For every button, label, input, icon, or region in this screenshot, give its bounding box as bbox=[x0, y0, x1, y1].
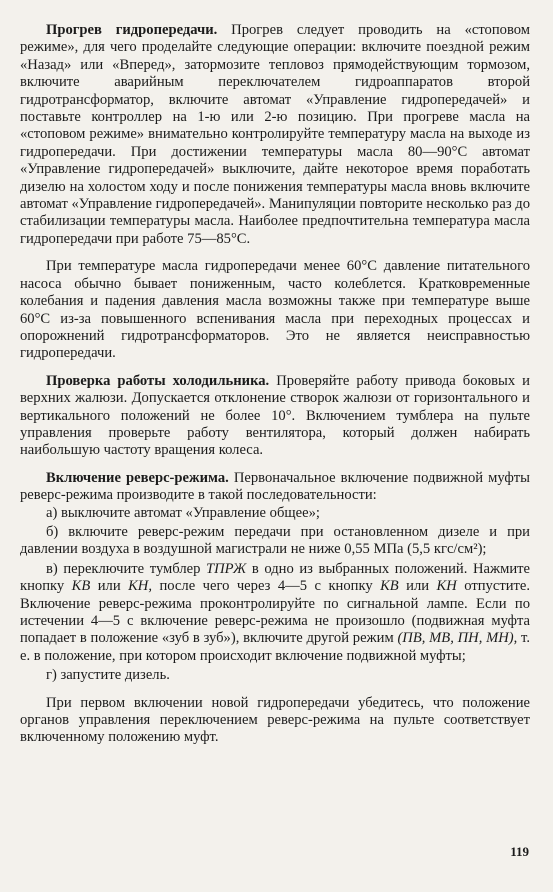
step-d: г) запустите дизель. bbox=[46, 667, 170, 684]
book-page bbox=[20, 22, 530, 747]
reverse-paragraph bbox=[20, 470, 530, 505]
reverse-text: Первоначальное включение подвижной муфты реверс-режима производите в такой последовательности: bbox=[20, 469, 530, 504]
step-c-text-7: , т. е. в положение, при котором происходит включение подвижной муфты; bbox=[20, 630, 530, 664]
kv-label-2: КВ bbox=[380, 578, 399, 595]
warmup-paragraph bbox=[20, 22, 530, 248]
step-c-text-3: или bbox=[90, 578, 129, 595]
step-b: б) включите реверс-режим передачи при остановленном дизеле и при давлении воздуха в воздушной магистрали не ниже 0,55 МПа (5,5 кгс/см²); bbox=[20, 523, 530, 558]
pressure-paragraph: При температуре масла гидропередачи менее 60°С давление питательного насоса обычно бывает пониженным, часто колеблется. Кратковременные колебания и падения давления масла возможны также при температуре выше 60°С из-за повышенного вспенивания масла при переходных процессах и опорожнений гидротрансформаторов. Это не является неисправностью гидропередачи. bbox=[20, 258, 530, 362]
final-paragraph: При первом включении новой гидропередачи убедитесь, что положение органов управления переключением реверс-режима на пульте соответствует включенному положению муфт. bbox=[20, 694, 530, 746]
modes-label: (ПВ, МВ, ПН, МН) bbox=[397, 630, 514, 647]
page-number: 119 bbox=[510, 844, 529, 859]
kv-label: КВ bbox=[71, 578, 91, 595]
step-c-text-1: в) переключите тумблер bbox=[46, 560, 207, 577]
step-c-text-5: или bbox=[398, 578, 437, 595]
tprzh-label: ТПРЖ bbox=[206, 560, 247, 577]
step-c-text-6: отпустите. Включение реверс-режима проконтролируйте по сигнальной лампе. Если по истечении 4—5 с включение реверс-режима не произошло (подвижная муфта попадает в положение «зуб в зуб»), включите другой режим bbox=[20, 578, 531, 647]
cooler-text: Проверяйте работу привода боковых и верхних жалюзи. Допускается отклонение створок жалюзи от горизонтального и вертикального положений не более 10°. Включением тумблера на пульте управления проверьте работу вентилятора, который должен набирать наибольшую частоту вращения колеса. bbox=[20, 372, 530, 459]
warmup-heading: Прогрев гидропередачи. bbox=[46, 22, 218, 38]
cooler-paragraph bbox=[20, 373, 530, 460]
step-c-text-2: в одно из выбранных положений. Нажмите кнопку bbox=[20, 560, 530, 595]
kn-label-2: КН bbox=[436, 578, 457, 595]
reverse-heading: Включение реверс-режима. bbox=[46, 469, 229, 486]
step-c bbox=[20, 561, 530, 665]
kn-label: КН, bbox=[128, 578, 152, 595]
warmup-text: Прогрев следует проводить на «стоповом режиме», для чего проделайте следующие операции: включите поездной режим «Назад» или «Вперед», затормозите тепловоз прямодействующим тормозом, включите аварийным переключателем гидроаппаратов второй гидротрансформатор, включите автомат «Управление гидропередачей» и поставьте контроллер на 1-ю или 2-ю позицию. При прогреве масла на «стоповом режиме» внимательно контролируйте температуру масла на выходе из гидропередачи. При достижении температуры масла 80—90°С автомат «Управление гидропередачей» выключите, дайте некоторое время поработать дизелю на холостом ходу и после понижения температуры масла вновь включите автомат «Управление гидропередачей». Манипуляции повторите несколько раз до стабилизации температуры масла. Наиболее предпочтительна температура масла гидропередачи при работе 75—85°С. bbox=[20, 22, 531, 247]
step-c-text-4: после чего через 4—5 с кнопку bbox=[152, 578, 381, 595]
cooler-heading: Проверка работы холодильника. bbox=[46, 372, 270, 389]
step-a: а) выключите автомат «Управление общее»; bbox=[46, 504, 320, 521]
